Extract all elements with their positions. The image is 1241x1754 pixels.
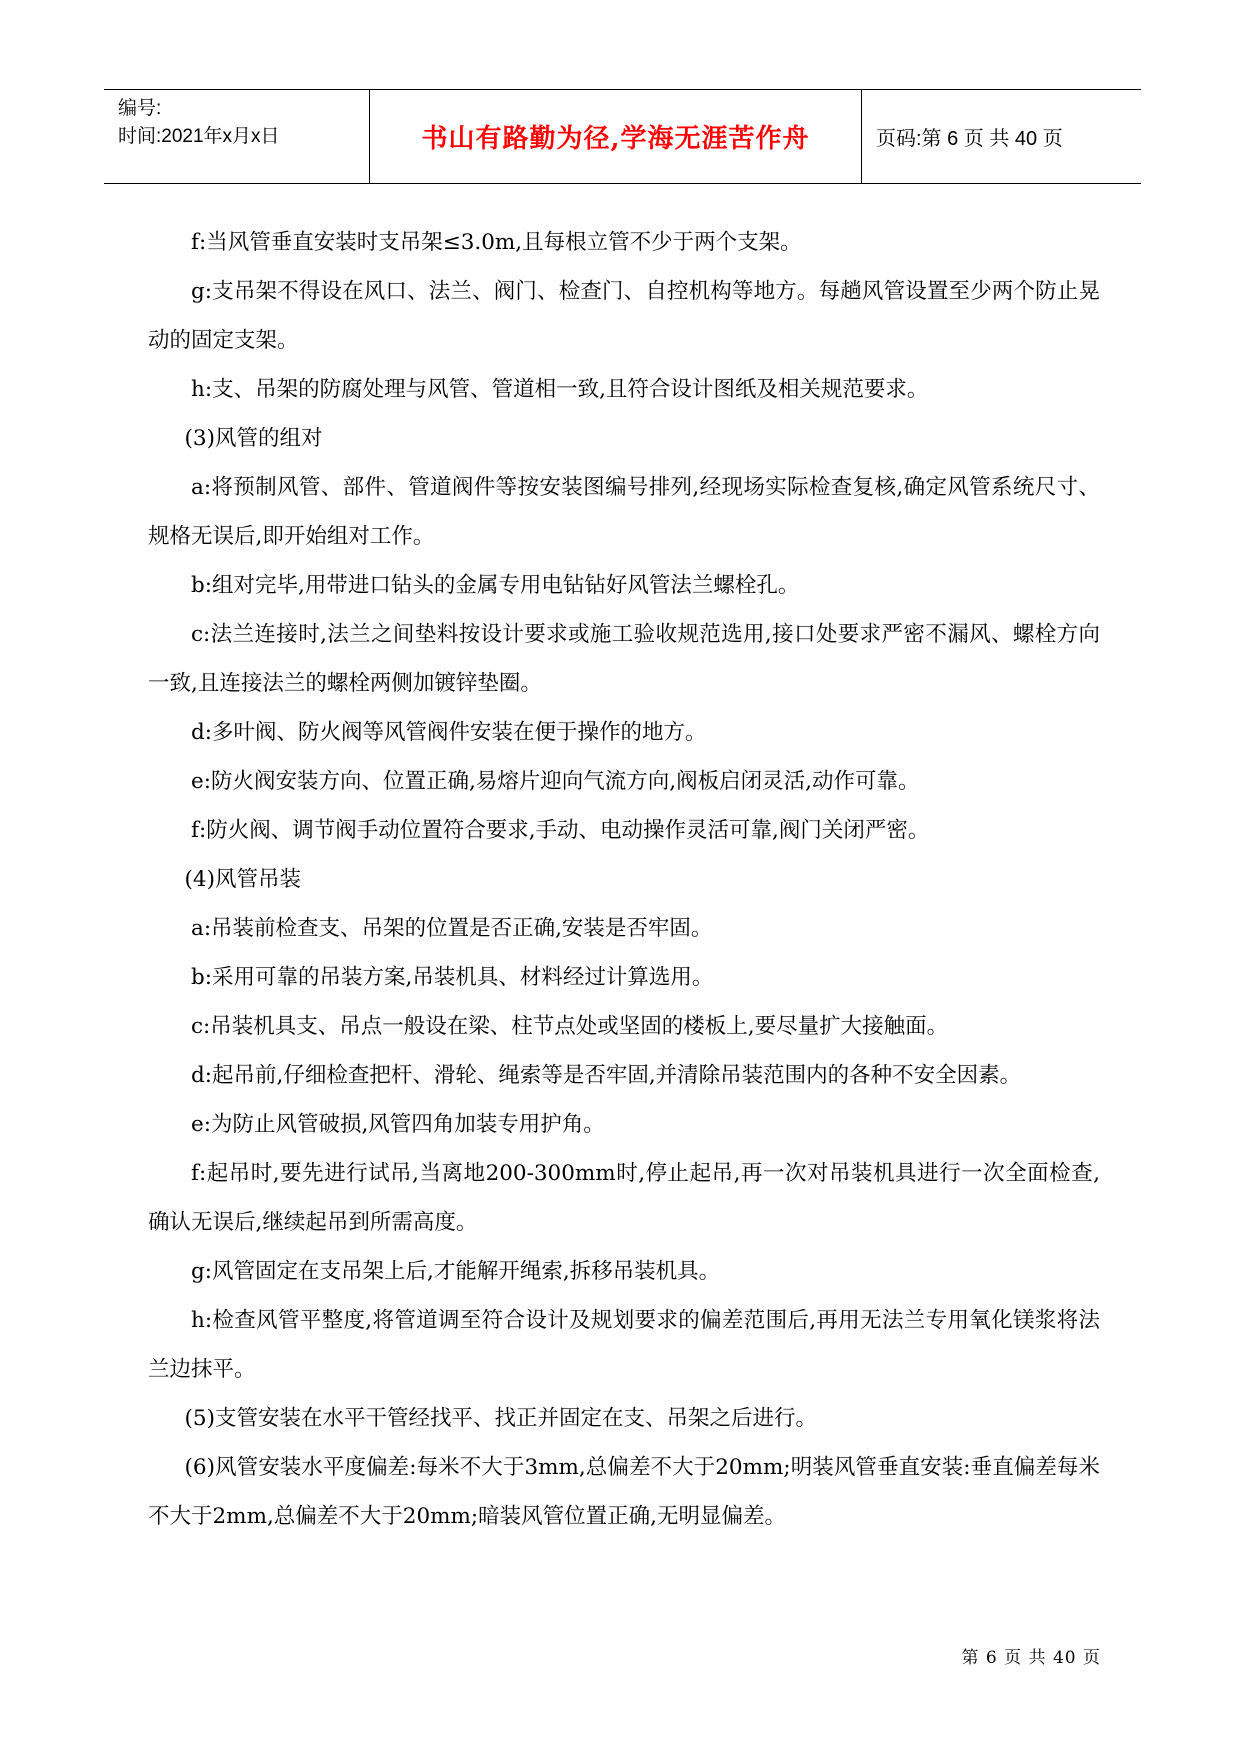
paragraph: e:防火阀安装方向、位置正确,易熔片迎向气流方向,阀板启闭灵活,动作可靠。: [191, 769, 920, 794]
header-page-info: 页码:第 6 页 共 40 页: [876, 128, 1063, 150]
section-paragraph: (6)风管安装水平度偏差:每米不大于3mm,总偏差不大于20mm;明装风管垂直安装:垂直偏差每米不大于2mm,总偏差不大于20mm;暗装风管位置正确,无明显偏差。: [148, 1455, 1100, 1529]
paragraph: g:支吊架不得设在风口、法兰、阀门、检查门、自控机构等地方。每趟风管设置至少两个防止晃动的固定支架。: [148, 279, 1100, 353]
paragraph: c:吊装机具支、吊点一般设在梁、柱节点处或坚固的楼板上,要尽量扩大接触面。: [191, 1014, 949, 1039]
document-time-label: 时间:2021年x月x日: [118, 126, 280, 147]
paragraph: a:吊装前检查支、吊架的位置是否正确,安装是否牢固。: [191, 916, 713, 941]
page-footer: 第 6 页 共 40 页: [961, 1648, 1101, 1668]
paragraph: c:法兰连接时,法兰之间垫料按设计要求或施工验收规范选用,接口处要求严密不漏风、螺栓方向一致,且连接法兰的螺栓两侧加镀锌垫圈。: [148, 622, 1100, 696]
header-motto-cell: [370, 90, 862, 183]
paragraph: d:多叶阀、防火阀等风管阀件安装在便于操作的地方。: [191, 720, 707, 745]
document-number-label: 编号:: [118, 98, 162, 119]
paragraph: g:风管固定在支吊架上后,才能解开绳索,拆移吊装机具。: [191, 1259, 721, 1284]
paragraph: f:当风管垂直安装时支吊架≤3.0m,且每根立管不少于两个支架。: [191, 230, 802, 255]
paragraph: f:防火阀、调节阀手动位置符合要求,手动、电动操作灵活可靠,阀门关闭严密。: [191, 818, 930, 843]
section-paragraph: (5)支管安装在水平干管经找平、找正并固定在支、吊架之后进行。: [184, 1406, 818, 1431]
header-meta-cell: [104, 90, 370, 183]
paragraph: f:起吊时,要先进行试吊,当离地200-300mm时,停止起吊,再一次对吊装机具进行一次全面检查,确认无误后,继续起吊到所需高度。: [148, 1161, 1100, 1235]
paragraph: h:支、吊架的防腐处理与风管、管道相一致,且符合设计图纸及相关规范要求。: [191, 377, 929, 402]
section-heading: (3)风管的组对: [184, 426, 323, 451]
header-page-cell: [862, 90, 1141, 183]
paragraph: b:组对完毕,用带进口钻头的金属专用电钻钻好风管法兰螺栓孔。: [191, 573, 800, 598]
paragraph: e:为防止风管破损,风管四角加装专用护角。: [191, 1112, 605, 1137]
paragraph: a:将预制风管、部件、管道阀件等按安装图编号排列,经现场实际检查复核,确定风管系统尺寸、规格无误后,即开始组对工作。: [148, 475, 1100, 549]
document-header: [104, 89, 1141, 184]
section-heading: (4)风管吊装: [184, 867, 302, 892]
document-body: [148, 218, 1100, 1541]
paragraph: h:检查风管平整度,将管道调至符合设计及规划要求的偏差范围后,再用无法兰专用氧化镁浆将法兰边抹平。: [148, 1308, 1100, 1382]
paragraph: b:采用可靠的吊装方案,吊装机具、材料经过计算选用。: [191, 965, 714, 990]
header-motto: 书山有路勤为径,学海无涯苦作舟: [421, 124, 810, 154]
paragraph: d:起吊前,仔细检查把杆、滑轮、绳索等是否牢固,并清除吊装范围内的各种不安全因素。: [191, 1063, 1022, 1088]
